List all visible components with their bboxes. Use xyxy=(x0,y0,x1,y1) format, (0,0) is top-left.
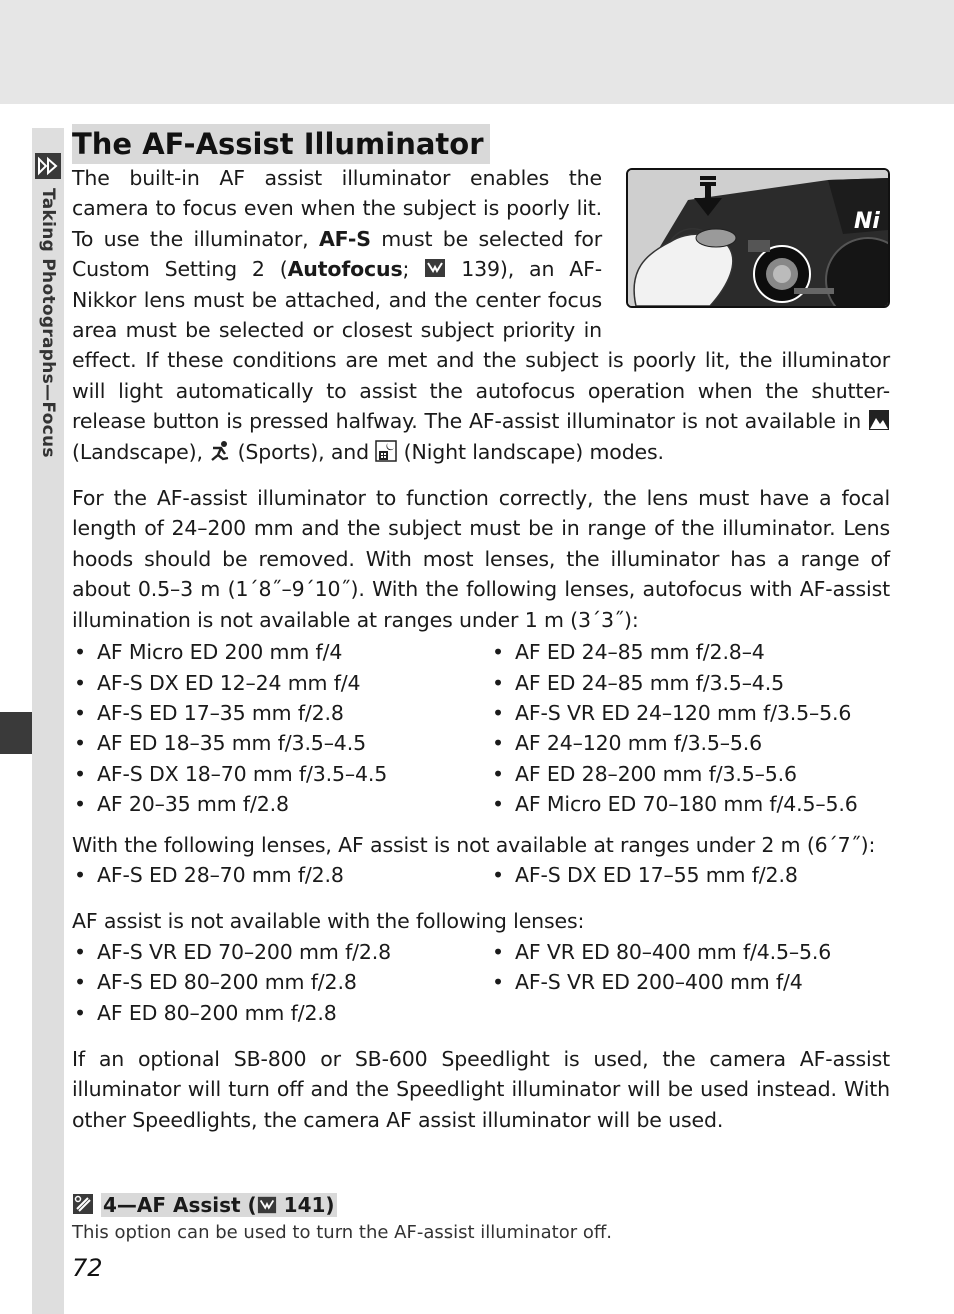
list-item: • AF-S VR ED 24–120 mm f/3.5–5.6 xyxy=(490,698,890,728)
speedlight-paragraph: If an optional SB-800 or SB-600 Speedlight is used, the camera AF-assist illuminator will turn off and the Speedlight illuminator will be used instead. With other Speedlights, the camera AF assist illuminator will be used. xyxy=(72,1046,890,1132)
list-item: • AF-S VR ED 200–400 mm f/4 xyxy=(490,967,890,997)
page-title: The AF-Assist Illuminator xyxy=(72,124,490,164)
lens-list-1m xyxy=(72,637,890,819)
camera-illustration xyxy=(626,168,890,308)
intro-text-6: (Sports), and xyxy=(231,439,376,464)
sports-mode-icon xyxy=(209,440,231,462)
section-label: Taking Photographs—Focus xyxy=(38,188,58,458)
note-heading xyxy=(72,1190,890,1220)
intro-text-5: (Landscape), xyxy=(72,439,210,464)
note-body: This option can be used to turn the AF-assist illuminator off. xyxy=(72,1222,612,1243)
lens-list-2m xyxy=(72,860,890,890)
list-item: • AF ED 18–35 mm f/3.5–4.5 xyxy=(72,728,490,758)
intro-text-7: (Night landscape) modes. xyxy=(397,439,664,464)
intro-text-3: ; xyxy=(402,257,425,282)
list-item: • AF ED 28–200 mm f/3.5–5.6 xyxy=(490,759,890,789)
lens-list-unavailable xyxy=(72,937,890,1028)
camera-illustration-drawing xyxy=(628,170,888,306)
night-landscape-mode-icon xyxy=(375,440,397,462)
list-item: • AF-S DX 18–70 mm f/3.5–4.5 xyxy=(72,759,490,789)
list-item: • AF ED 24–85 mm f/2.8–4 xyxy=(490,637,890,667)
page-reference-icon xyxy=(424,257,446,279)
list-item: • AF ED 24–85 mm f/3.5–4.5 xyxy=(490,668,890,698)
list-item: • AF 24–120 mm f/3.5–5.6 xyxy=(490,728,890,758)
brand-logo: Ni xyxy=(854,209,880,234)
list-item: • AF VR ED 80–400 mm f/4.5–5.6 xyxy=(490,937,890,967)
list-item: • AF ED 80–200 mm f/2.8 xyxy=(72,998,490,1028)
list-item: • AF Micro ED 70–180 mm f/4.5–5.6 xyxy=(490,789,890,819)
list-item: • AF-S DX ED 17–55 mm f/2.8 xyxy=(490,860,890,890)
autofocus-label: Autofocus xyxy=(287,257,403,282)
custom-setting-icon xyxy=(72,1193,94,1215)
intro-text-1: The built-in AF assist illuminator enables the camera to focus even when the subject is poorly lit. To use the illuminator, xyxy=(72,166,602,251)
shooting-mode-icon xyxy=(34,152,62,180)
side-tab-marker xyxy=(0,712,32,754)
list-item: • AF-S VR ED 70–200 mm f/2.8 xyxy=(72,937,490,967)
af-s-label: AF-S xyxy=(318,226,371,251)
intro-text-4: 139), an AF-Nikkor lens must be attached, and the center focus area must be selected or closest subject priority in effect. If these conditions are met and the subject is poorly lit, the illuminator will light automatically to assist the autofocus operation when the shutter-release button is pressed halfway. The AF-assist illuminator is not available in xyxy=(72,257,890,434)
list-item: • AF-S ED 28–70 mm f/2.8 xyxy=(72,860,490,890)
note-title-a: 4—AF Assist ( xyxy=(102,1193,257,1217)
page-number: 72 xyxy=(72,1254,103,1282)
focal-length-paragraph: For the AF-assist illuminator to function correctly, the lens must have a focal length of 24–200 mm and the subject must be in range of the illuminator. Lens hoods should be removed. With most lenses, the illuminator has a range of about 0.5–3 m (1´8˝–9´10˝). With the following lenses, autofocus with AF-assist illumination is not available at ranges under 1 m (3´3˝): xyxy=(72,486,890,632)
list-item: • AF-S ED 80–200 mm f/2.8 xyxy=(72,967,490,997)
list-item: • AF 20–35 mm f/2.8 xyxy=(72,789,490,819)
intro-text-2: must be selected for Custom Setting 2 ( xyxy=(72,226,602,282)
note-title-b: 141) xyxy=(276,1193,335,1217)
two-meter-paragraph: With the following lenses, AF assist is not available at ranges under 2 m (6´7˝): xyxy=(72,832,876,857)
list-item: • AF-S ED 17–35 mm f/2.8 xyxy=(72,698,490,728)
not-available-paragraph: AF assist is not available with the following lenses: xyxy=(72,909,585,934)
list-item: • AF Micro ED 200 mm f/4 xyxy=(72,637,490,667)
page-reference-icon xyxy=(257,1195,277,1215)
list-item: • AF-S DX ED 12–24 mm f/4 xyxy=(72,668,490,698)
top-band xyxy=(0,0,954,104)
custom-setting-note xyxy=(72,1190,890,1246)
main-content xyxy=(72,163,890,1135)
landscape-mode-icon xyxy=(868,409,890,431)
